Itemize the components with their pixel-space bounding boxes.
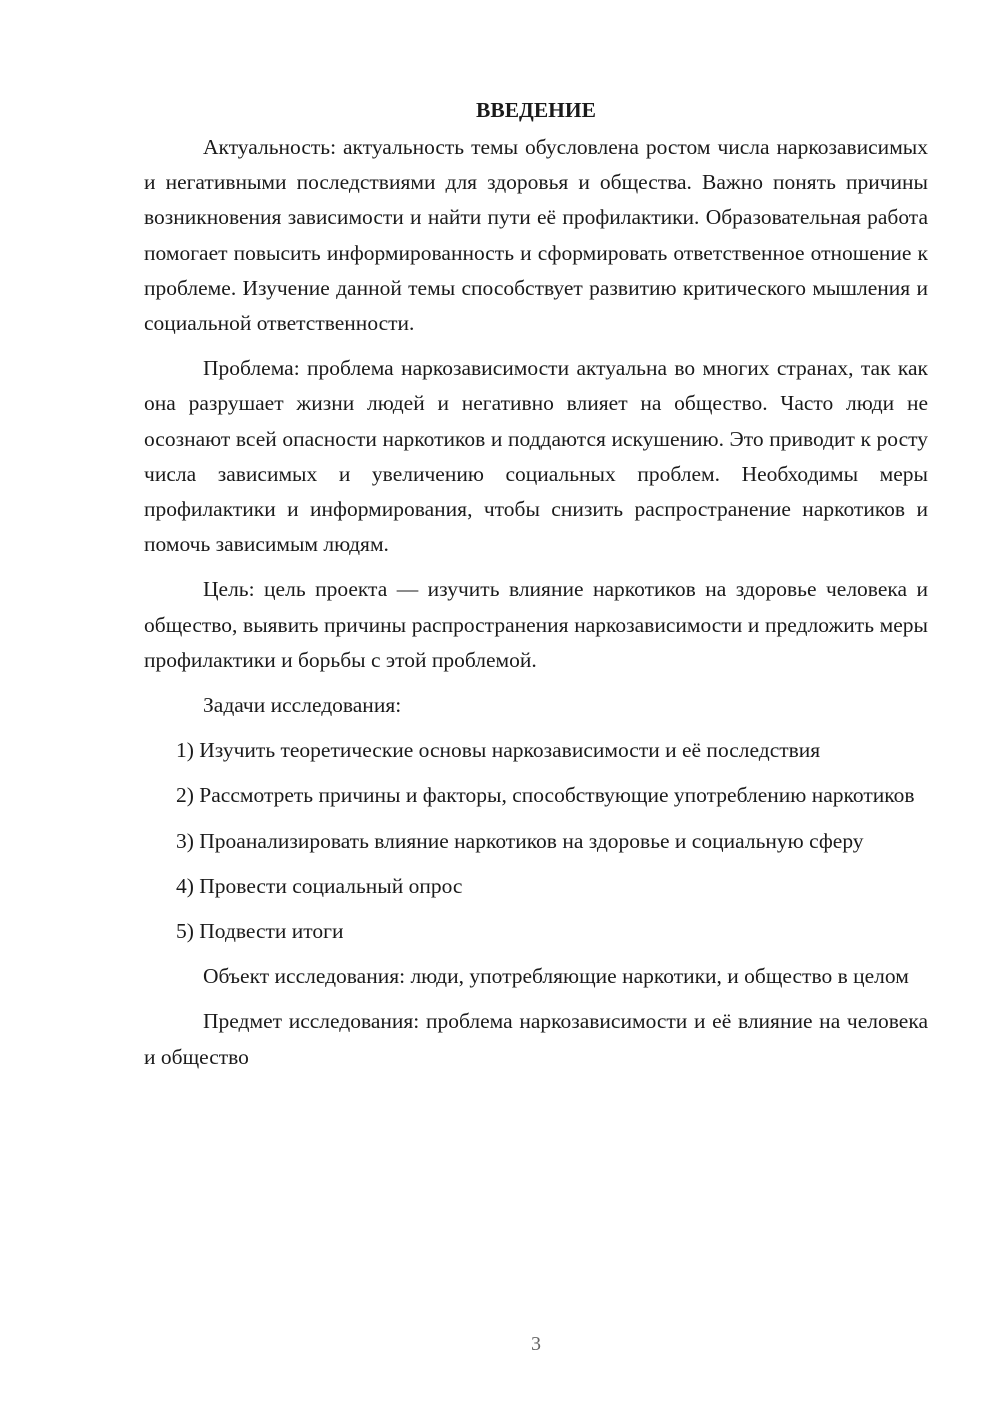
relevance-paragraph: Актуальность: актуальность темы обусловлена ростом числа наркозависимых и негативными последствиями для здоровья и общества. Важно понять причины возникновения зависимости и найти пути её профилактики. Образовательная работа помогает повысить информированность и сформировать ответственное отношение к проблеме. Изучение данной темы способствует развитию критического мышления и социальной ответственности. (144, 135, 928, 336)
task-item-2: 2) Рассмотреть причины и факторы, способствующие употреблению наркотиков (176, 783, 915, 808)
task-item-5: 5) Подвести итоги (176, 919, 344, 944)
page-number: 3 (531, 1333, 541, 1355)
tasks-title: Задачи исследования: (203, 693, 402, 718)
problem-paragraph: Проблема: проблема наркозависимости актуальна во многих странах, так как она разрушает жизни людей и негативно влияет на общество. Часто люди не осознают всей опасности наркотиков и поддаются искушению. Это приводит к росту числа зависимых и увеличению социальных проблем. Необходимы меры профилактики и информирования, чтобы снизить распространение наркотиков и помочь зависимым людям. (144, 356, 928, 557)
goal-paragraph: Цель: цель проекта — изучить влияние наркотиков на здоровье человека и общество, выявить причины распространения наркозависимости и предложить меры профилактики и борьбы с этой проблемой. (144, 577, 928, 672)
research-object-paragraph: Объект исследования: люди, употребляющие наркотики, и общество в целом (203, 964, 909, 989)
research-subject-paragraph: Предмет исследования: проблема наркозависимости и её влияние на человека и общество (144, 1009, 928, 1069)
task-item-3: 3) Проанализировать влияние наркотиков на здоровье и социальную сферу (176, 828, 864, 853)
task-item-4: 4) Провести социальный опрос (176, 873, 463, 898)
task-item-1: 1) Изучить теоретические основы наркозависимости и её последствия (176, 738, 821, 763)
page-title: ВВЕДЕНИЕ (476, 98, 596, 122)
document-page (144, 92, 928, 1085)
